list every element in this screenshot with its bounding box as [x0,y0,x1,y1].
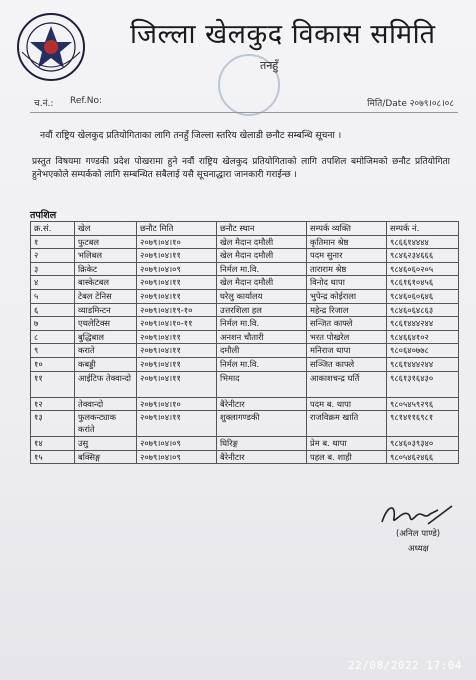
table-row [31,357,459,371]
table-cell: प्रेम ब. थापा [307,437,387,451]
table-cell: उत्तरशिला हल [217,303,307,317]
table-cell: २ [31,249,75,263]
table-cell: भरत पोखरेल [307,330,387,344]
table-row [31,371,459,397]
table-cell: ९८६१३१६४३० [387,371,459,397]
table-row [31,262,459,276]
date-label: मिति/Date [367,99,407,109]
table-header-row [31,222,459,236]
table-cell: पदम सुनार [307,249,387,263]
table-row [31,397,459,411]
table-cell: बुद्धिबाल [75,330,137,344]
table-cell: १५ [31,450,75,464]
table-cell: ५ [31,289,75,303]
table-cell: १३ [31,411,75,437]
table-cell: ९८०५४५९२९६ [387,397,459,411]
table-cell: निर्मल मा.वि. [217,357,307,371]
table-cell: ९८६१४४४२४४ [387,357,459,371]
table-row [31,249,459,263]
signature-icon [378,500,458,530]
table-cell: बैरेनीटार [217,397,307,411]
table-cell: राजविक्रम खाति [307,411,387,437]
column-header: छनौट स्थान [217,222,307,236]
photo-timestamp: 22/08/2022 17:04 [348,659,462,672]
table-cell: शुक्लागण्डकी [217,411,307,437]
table-cell: ८ [31,330,75,344]
table-cell: मनिराज थापा [307,344,387,358]
table-cell: कराते [75,344,137,358]
table-cell: १ [31,235,75,249]
table-cell: २०७९।०४।०९ [137,262,217,276]
column-header: क्र.सं. [31,222,75,236]
table-cell: ९८६१६१०४५६ [387,276,459,290]
table-row [31,289,459,303]
table-cell: पदम ब. थापा [307,397,387,411]
table-cell: पहल ब. शाही [307,450,387,464]
table-cell: निर्मल मा.वि. [217,317,307,331]
table-cell: निर्मल मा.वि. [217,262,307,276]
table-cell: एथलेटिक्स [75,317,137,331]
table-cell: २०७९।०४।१९-१० [137,303,217,317]
table-cell: टेबल टेनिस [75,289,137,303]
table-row [31,344,459,358]
table-cell: उसु [75,437,137,451]
subject-line: नवौं राष्ट्रिय खेलकुद प्रतियोगिताका लागि तनहुँ जिल्ला स्तरिय खेलाडी छनौट सम्बन्धि सूचना । [40,130,342,141]
column-header: खेल [75,222,137,236]
table-row [31,330,459,344]
table-cell: ९८४६६४१०२ [387,330,459,344]
signatory-title: अध्यक्ष [408,544,429,554]
table-cell: तेक्वान्दो [75,397,137,411]
table-row [31,317,459,331]
table-cell: २०७९।०४।११ [137,289,217,303]
table-cell: २०७९।०४।०९ [137,437,217,451]
table-cell: ७ [31,317,75,331]
table-cell: ९८०६४०७७८ [387,344,459,358]
table-cell: घिरिङ्ग [217,437,307,451]
table-cell: ३ [31,262,75,276]
table-cell: २०७९।०४।११ [137,276,217,290]
table-cell: २०७९।०४।११ [137,344,217,358]
table-cell: ४ [31,276,75,290]
table-row [31,411,459,437]
table-cell: ९८१४११६९८१ [387,411,459,437]
table-cell: ९८४६२३४६६६ [387,249,459,263]
table-cell: २०७९।०४।११ [137,357,217,371]
table-cell: खेल मैदान दमौली [217,249,307,263]
table-cell: ९८४६०३९३४० [387,437,459,451]
table-cell: घरेलु कार्यालय [217,289,307,303]
table-cell: खेल मैदान दमौली [217,235,307,249]
table-cell: फुटबल [75,235,137,249]
table-cell: २०७९।०४।११ [137,330,217,344]
column-header: सम्पर्क नं. [387,222,459,236]
table-cell: २०७९।०४।११ [137,249,217,263]
table-cell: १० [31,357,75,371]
table-cell: फुलकन्ट्याक करांते [75,411,137,437]
table-row [31,450,459,464]
table-cell: २०७९।०४।०९ [137,450,217,464]
table-cell: १२ [31,397,75,411]
table-cell: ९८४६०६०६४६ [387,289,459,303]
table-cell: ९८६६१४४४४ [387,235,459,249]
table-cell: कबड्डी [75,357,137,371]
table-heading: तपशिल [30,210,57,221]
table-row [31,303,459,317]
column-header: छनौट मिति [137,222,217,236]
table-cell: भुपेन्द्र कोईराला [307,289,387,303]
table-cell: ९८६१४४४२४४ [387,317,459,331]
table-cell: आकाशचन्द्र घर्ति [307,371,387,397]
selection-schedule-table [30,221,459,464]
table-cell: ६ [31,303,75,317]
table-cell: भिमाद [217,371,307,397]
table-cell: ११ [31,371,75,397]
table-cell: २०७९।०४।११ [137,411,217,437]
table-cell: बास्केटबल [75,276,137,290]
date-field [367,96,454,109]
table-cell: खेल मैदान दमौली [217,276,307,290]
table-cell: सन्जित काफ्ले [307,317,387,331]
table-cell: ताराराम श्रेष्ठ [307,262,387,276]
cha-na-label: च.नं.: [34,99,54,109]
table-cell: अनशन चौतारी [217,330,307,344]
table-cell: भलिबल [75,249,137,263]
table-cell: ९८४६०६०२०५ [387,262,459,276]
column-header: सम्पर्क व्यक्ति [307,222,387,236]
table-cell: २०७९।०४।१०-११ [137,317,217,331]
signatory-name: (अनिल पाण्डे) [396,529,441,539]
ref-no-label: Ref.No: [70,96,103,106]
date-value: २०७९।०८।०८ [409,99,454,109]
table-cell: १४ [31,437,75,451]
table-cell: आईटिफ तेक्वान्दो [75,371,137,397]
table-cell: महेन्द्र रिजाल [307,303,387,317]
divider [30,112,458,113]
table-cell: ९८४६०६४८६३ [387,303,459,317]
table-cell: बैरेनीटार [217,450,307,464]
table-cell: दमौली [217,344,307,358]
table-row [31,235,459,249]
table-cell: कृतिमान श्रेष्ठ [307,235,387,249]
body-paragraph: प्रस्तुत विषयमा गण्डकी प्रदेश पोखरामा हुने नवौं राष्ट्रिय खेलकुद प्रतियोगिताको लागि तपशिल बमोजिमको छनौट प्रतियोगिता हुनेभएकोले सम्पर्कको लागि सम्बन्धित सबैलाई यसै सूचनाद्धारा जानकारी गराईन्छ । [32,157,450,181]
table-cell: व्याडमिन्टन [75,303,137,317]
page-title: जिल्ला खेलकुद विकास समिति [130,19,436,50]
table-cell: ९ [31,344,75,358]
table-row [31,276,459,290]
table-cell: ९८०५४६२४६६ [387,450,459,464]
district-sports-emblem-icon [16,12,86,82]
district-name: तनहुँ [260,59,279,72]
table-cell: विनोद थापा [307,276,387,290]
table-cell: २०७९।०४।१० [137,235,217,249]
table-cell: बक्सिङ्ग [75,450,137,464]
table-cell: २०७९।०४।११ [137,371,217,397]
table-cell: सञ्जित काफ्ले [307,357,387,371]
table-row [31,437,459,451]
table-cell: २०७९।०४।१० [137,397,217,411]
table-cell: क्रिकेट [75,262,137,276]
